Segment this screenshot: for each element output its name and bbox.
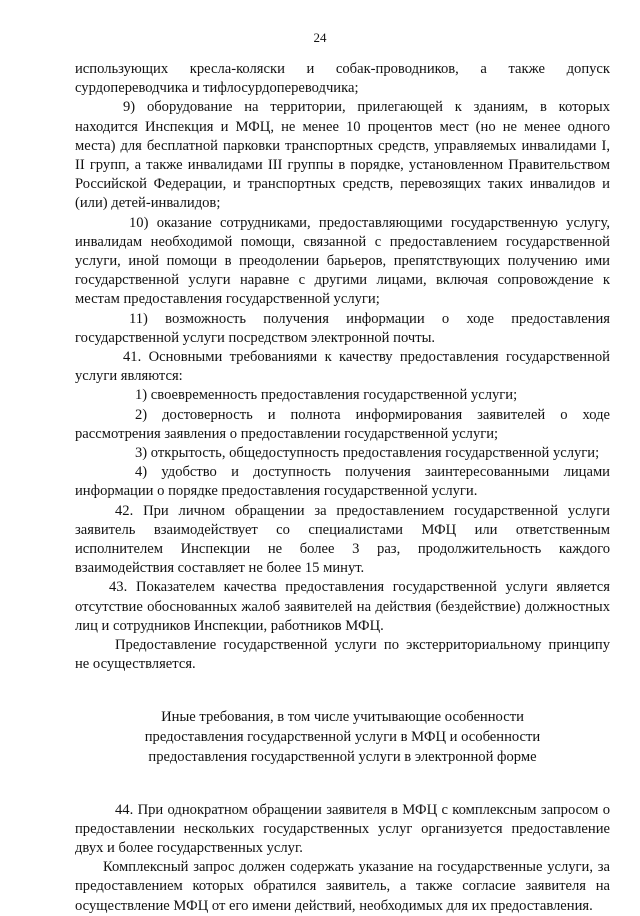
section-before-heading [75, 60, 610, 675]
list-item: 2) достоверность и полнота информирования заявителей о ходе рассмотрения заявления о предоставлении государственной услуги; [75, 406, 610, 442]
list-item: 1) своевременность предоставления государственной услуги; [135, 387, 518, 404]
page-number: 24 [313, 30, 327, 45]
list-item: 3) открытость, общедоступность предоставления государственной услуги; [135, 445, 600, 462]
paragraph: Комплексный запрос должен содержать указание на государственные услуги, за предоставлением которых обратился заявитель, а также согласие заявителя на осуществление МФЦ от его имени действий, необходимых для их предоставления. [75, 859, 610, 914]
heading-line: предоставления государственной услуги в МФЦ и особенности [144, 728, 541, 745]
paragraph: 43. Показателем качества предоставления государственной услуги является отсутствие обоснованных жалоб заявителей на действия (бездействие) должностных лиц и сотрудников Инспекции, работников МФЦ. [75, 579, 610, 634]
paragraph: использующих кресла-коляски и собак-проводников, а также допуск сурдопереводчика и тифлосурдопереводчика; [75, 61, 610, 97]
paragraph: Предоставление государственной услуги по экстерриториальному принципу не осуществляется. [75, 637, 610, 673]
paragraph: 11) возможность получения информации о ходе предоставления государственной услуги посредством электронной почты. [75, 310, 610, 346]
paragraph: 44. При однократном обращении заявителя в МФЦ с комплексным запросом о предоставлении нескольких государственных услуг организуется предоставление двух и более государственных услуг. [75, 801, 610, 856]
section-after-heading [75, 801, 610, 916]
paragraph: 41. Основными требованиями к качеству предоставления государственной услуги являются: [75, 349, 610, 385]
heading-line: Иные требования, в том числе учитывающие особенности [161, 708, 524, 725]
paragraph: 10) оказание сотрудниками, предоставляющими государственную услугу, инвалидам необходимой помощи, связанной с предоставлением государственной услуги, иной помощи в преодолении барьеров, препятствующих получению ими государственной услуги наравне с другими лицами, включая сопровождение к местам предоставления государственной услуги; [75, 214, 610, 308]
document-body [75, 60, 610, 916]
section-heading [75, 707, 610, 767]
paragraph: 9) оборудование на территории, прилегающей к зданиям, в которых находится Инспекция и МФЦ, не менее 10 процентов мест (но не менее одного места) для бесплатной парковки транспортных средств, управляемых инвалидами I, II групп, а также инвалидами III группы в порядке, установленном Правительством Российской Федерации, и транспортных средств, перевозящих таких инвалидов и (или) детей-инвалидов; [75, 99, 610, 212]
paragraph: 42. При личном обращении за предоставлением государственной услуги заявитель взаимодействует со специалистами МФЦ или ответственным исполнителем Инспекции не более 3 раз, продолжительность каждого взаимодействия составляет не более 15 минут. [75, 502, 610, 577]
heading-line: предоставления государственной услуги в электронной форме [148, 748, 537, 765]
list-item: 4) удобство и доступность получения заинтересованными лицами информации о порядке предоставления государственной услуги. [75, 464, 610, 500]
